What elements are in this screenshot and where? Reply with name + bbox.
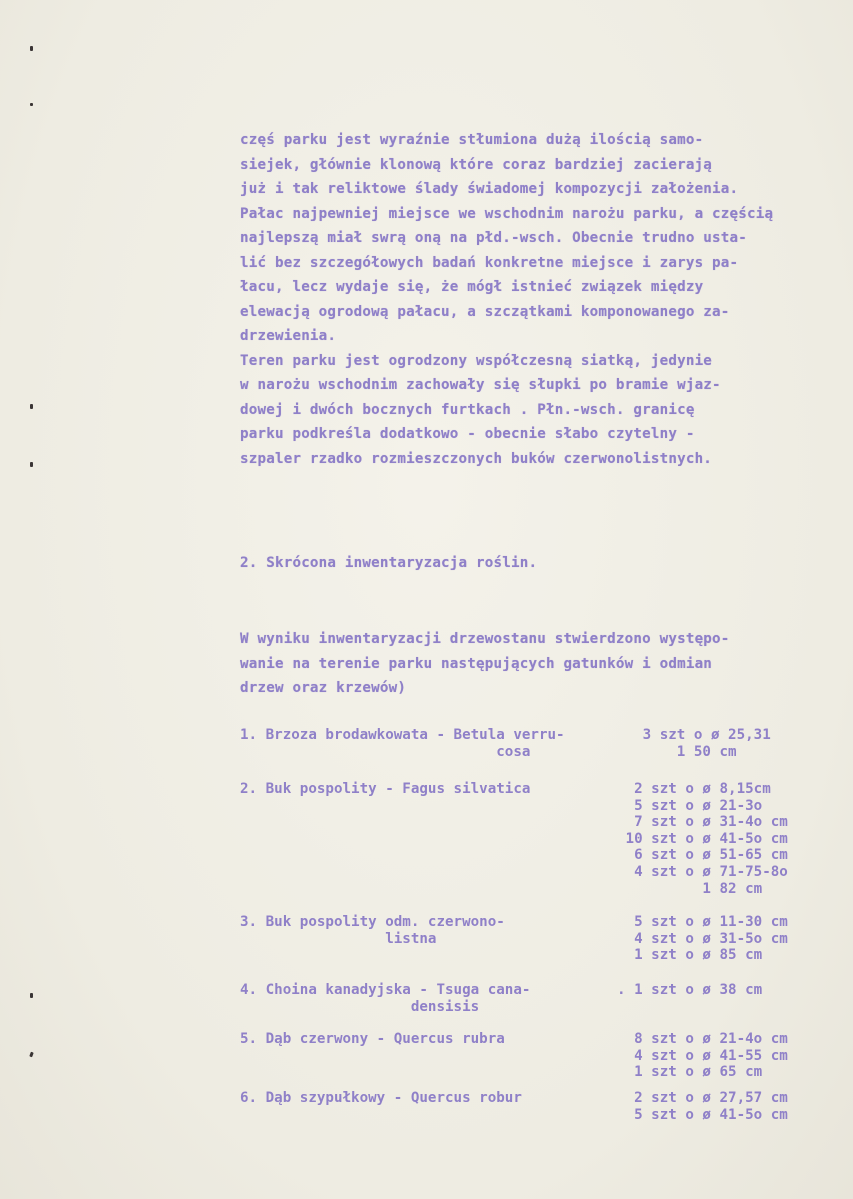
species-measurements: 8 szt o ø 21-4o cm 4 szt o ø 41-55 cm 1 szt o ø 65 cm — [634, 1031, 788, 1081]
punch-mark — [30, 46, 33, 51]
punch-mark — [30, 993, 33, 998]
section-heading: 2. Skrócona inwentaryzacja roślin. — [240, 555, 538, 571]
species-name: 3. Buk pospolity odm. czerwono- listna — [240, 914, 505, 947]
species-name: 6. Dąb szypułkowy - Quercus robur — [240, 1090, 522, 1106]
species-measurements: 5 szt o ø 11-30 cm 4 szt o ø 31-5o cm 1 szt o ø 85 cm — [634, 914, 788, 964]
inventory-intro: W wyniku inwentaryzacji drzewostanu stwierdzono występo- wanie na terenie parku następujących gatunków i odmian drzew oraz krzewów) — [240, 631, 730, 696]
punch-mark — [30, 404, 33, 409]
species-name: 1. Brzoza brodawkowata - Betula verru- cosa — [240, 727, 565, 760]
park-description-paragraph: częś parku jest wyraźnie stłumiona dużą ilością samo- siejek, głównie klonową które coraz bardziej zacierają już i tak reliktowe ślady świadomej kompozycji założenia. Pałac najpewniej miejsce we wschodnim narożu parku, a częścią najlepszą miał swrą oną na płd.-wsch. Obecnie trudno usta- lić bez szczegółowych badań konkretne miejsce i zarys pa- łacu, lecz wydaje się, że mógł istnieć związek między elewacją ogrodową pałacu, a szczątkami komponowanego za- drzewienia. Teren parku jest ogrodzony współczesną siatką, jedynie w narożu wschodnim zachowały się słupki po bramie wjaz- dowej i dwóch bocznych furtkach . Płn.-wsch. granicę parku podkreśla dodatkowo - obecnie słabo czytelny - szpaler rzadko rozmieszczonych buków czerwonolistnych. — [240, 132, 774, 467]
species-name: 5. Dąb czerwony - Quercus rubra — [240, 1031, 505, 1047]
species-name: 2. Buk pospolity - Fagus silvatica — [240, 781, 531, 797]
punch-mark — [30, 462, 33, 467]
punch-mark — [29, 1052, 34, 1058]
species-name: 4. Choina kanadyjska - Tsuga cana- densisis — [240, 982, 531, 1015]
species-measurements: 2 szt o ø 8,15cm 5 szt o ø 21-3o 7 szt o ø 31-4o cm 10 szt o ø 41-5o cm 6 szt o ø 51-65 cm 4 szt o ø 71-75-8o 1 82 cm — [625, 781, 788, 897]
species-measurements: 3 szt o ø 25,31 1 50 cm — [642, 727, 771, 760]
species-measurements: . 1 szt o ø 38 cm — [617, 982, 763, 998]
species-measurements: 2 szt o ø 27,57 cm 5 szt o ø 41-5o cm — [634, 1090, 788, 1123]
punch-mark — [30, 103, 33, 106]
